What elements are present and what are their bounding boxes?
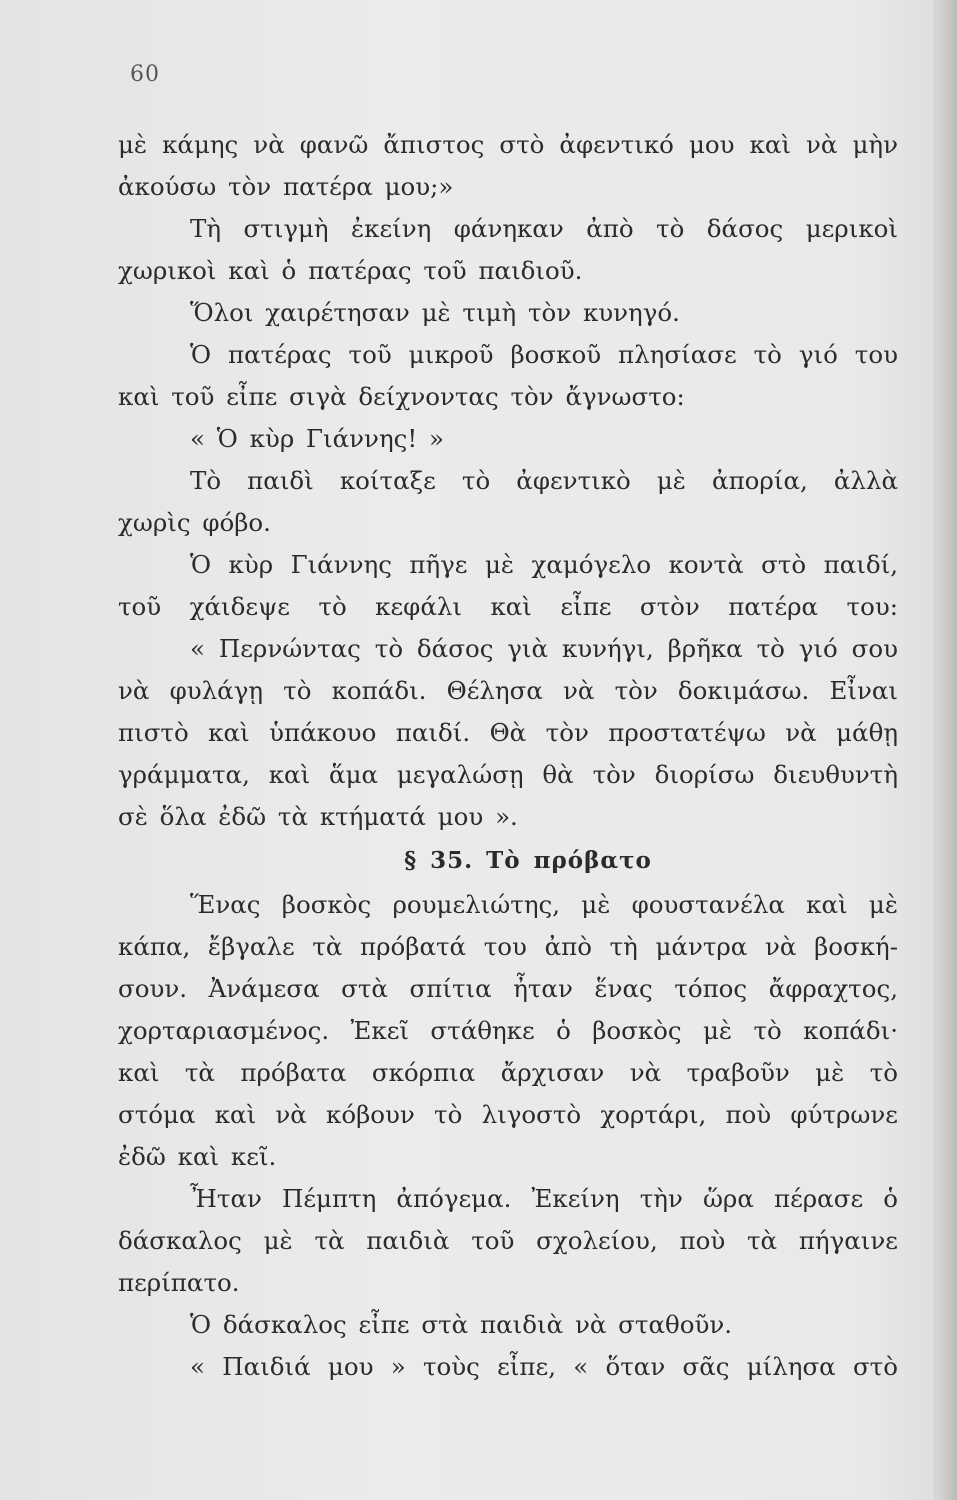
- text-line: Ἕνας βοσκὸς ρουμελιώτης, μὲ φουστανέλα καὶ μὲ: [190, 890, 898, 919]
- text-line: χωρικοὶ καὶ ὁ πατέρας τοῦ παιδιοῦ.: [118, 256, 583, 285]
- text-line: Ἦταν Πέμπτη ἀπόγεμα. Ἐκείνη τὴν ὥρα πέρασε ὁ: [190, 1184, 898, 1213]
- text-line: καὶ τοῦ εἶπε σιγὰ δείχνοντας τὸν ἄγνωστο:: [118, 382, 685, 411]
- page-edge: [934, 0, 957, 1500]
- text-line: χωρὶς φόβο.: [118, 508, 271, 537]
- text-line: τοῦ χάιδεψε τὸ κεφάλι καὶ εἶπε στὸν πατέρα του:: [118, 592, 898, 621]
- text-line: Τὴ στιγμὴ ἐκείνη φάνηκαν ἀπὸ τὸ δάσος μερικοὶ: [190, 214, 898, 243]
- text-line: ἀκούσω τὸν πατέρα μου;»: [118, 172, 454, 201]
- text-line: μὲ κάμης νὰ φανῶ ἄπιστος στὸ ἀφεντικό μου καὶ νὰ μὴν: [118, 130, 898, 159]
- text-line: « Παιδιά μου » τοὺς εἶπε, « ὅταν σᾶς μίλησα στὸ: [190, 1352, 898, 1381]
- text-line: στόμα καὶ νὰ κόβουν τὸ λιγοστὸ χορτάρι, ποὺ φύτρωνε: [118, 1100, 898, 1129]
- text-line: Ὁ δάσκαλος εἶπε στὰ παιδιὰ νὰ σταθοῦν.: [190, 1310, 733, 1339]
- text-line: περίπατο.: [118, 1268, 240, 1297]
- text-line: σὲ ὅλα ἐδῶ τὰ κτήματά μου ».: [118, 802, 518, 831]
- text-line: γράμματα, καὶ ἅμα μεγαλώσῃ θὰ τὸν διορίσω διευθυντὴ: [118, 760, 898, 789]
- text-line: σουν. Ἀνάμεσα στὰ σπίτια ἦταν ἕνας τόπος ἄφραχτος,: [118, 974, 898, 1003]
- text-line: Ὁ πατέρας τοῦ μικροῦ βοσκοῦ πλησίασε τὸ γιό του: [190, 340, 898, 369]
- text-line: « Περνώντας τὸ δάσος γιὰ κυνήγι, βρῆκα τὸ γιό σου: [190, 634, 898, 663]
- text-line: Τὸ παιδὶ κοίταξε τὸ ἀφεντικὸ μὲ ἀπορία, ἀλλὰ: [190, 466, 898, 495]
- text-line: χορταριασμένος. Ἐκεῖ στάθηκε ὁ βοσκὸς μὲ τὸ κοπάδι·: [118, 1016, 898, 1045]
- text-line: κάπα, ἔβγαλε τὰ πρόβατά του ἀπὸ τὴ μάντρα νὰ βοσκή-: [118, 932, 898, 961]
- text-line: ἐδῶ καὶ κεῖ.: [118, 1142, 277, 1171]
- text-line: « Ὁ κὺρ Γιάννης! »: [190, 424, 444, 453]
- text-line: πιστὸ καὶ ὑπάκουο παιδί. Θὰ τὸν προστατέψω νὰ μάθῃ: [118, 718, 898, 747]
- text-line: δάσκαλος μὲ τὰ παιδιὰ τοῦ σχολείου, ποὺ τὰ πήγαινε: [118, 1226, 898, 1255]
- text-line: Ὁ κὺρ Γιάννης πῆγε μὲ χαμόγελο κοντὰ στὸ παιδί,: [190, 550, 898, 579]
- text-line: καὶ τὰ πρόβατα σκόρπια ἄρχισαν νὰ τραβοῦν μὲ τὸ: [118, 1058, 898, 1087]
- text-line: νὰ φυλάγῃ τὸ κοπάδι. Θέλησα νὰ τὸν δοκιμάσω. Εἶναι: [118, 676, 898, 705]
- text-line: Ὅλοι χαιρέτησαν μὲ τιμὴ τὸν κυνηγό.: [190, 298, 680, 327]
- page-number: 60: [130, 62, 160, 87]
- section-heading: § 35. Τὸ πρόβατο: [404, 847, 652, 874]
- body-text: [118, 124, 898, 1388]
